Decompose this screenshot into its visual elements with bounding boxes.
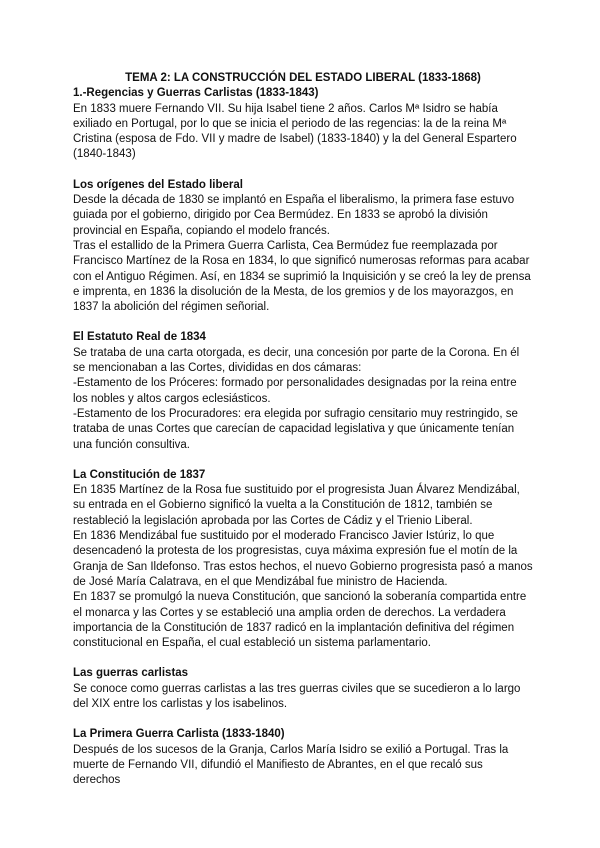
- section-origenes: [73, 178, 533, 316]
- paragraph: Después de los sucesos de la Granja, Carlos María Isidro se exilió a Portugal. Tras la muerte de Fernando VII, difundió el Manifiesto de Abrantes, en el que recaló sus derechos: [73, 743, 509, 787]
- document-title: TEMA 2: LA CONSTRUCCIÓN DEL ESTADO LIBERAL (1833-1868): [125, 72, 481, 84]
- section-heading: 1.-Regencias y Guerras Carlistas (1833-1843): [73, 87, 319, 100]
- section-guerras: [73, 666, 533, 712]
- paragraph: Se conoce como guerras carlistas a las tres guerras civiles que se sucedieron a lo largo del XIX entre los carlistas y los isabelinos.: [73, 682, 521, 710]
- section-regencias: [73, 86, 533, 162]
- section-heading: La Primera Guerra Carlista (1833-1840): [73, 728, 285, 741]
- paragraph: -Estamento de los Procuradores: era elegida por sufragio censitario muy restringido, se trataba de unas Cortes que carecían de capacidad legislativa y que únicamente tenían una función consultiva.: [73, 407, 518, 451]
- section-heading: El Estatuto Real de 1834: [73, 331, 206, 344]
- section-heading: Las guerras carlistas: [73, 667, 189, 680]
- section-heading: Los orígenes del Estado liberal: [73, 178, 243, 191]
- section-heading: La Constitución de 1837: [73, 468, 206, 481]
- document-body: [73, 71, 533, 788]
- section-constitucion: [73, 468, 533, 652]
- paragraph: En 1833 muere Fernando VII. Su hija Isabel tiene 2 años. Carlos Mª Isidro se había exiliado en Portugal, por lo que se inicia el periodo de las regencias: la de la reina Mª Cristina (esposa de Fdo. VII y madre de Isabel) (1833-1840) y la del General Espartero (1840-1843): [73, 102, 517, 161]
- paragraph: En 1836 Mendizábal fue sustituido por el moderado Francisco Javier Istúriz, lo que desencadenó la protesta de los progresistas, cuya máxima expresión fue el motín de la Granja de San Ildefonso. Tras estos hechos, el nuevo Gobierno progresista pasó a manos de José María Calatrava, en el que Mendizábal fue ministro de Hacienda.: [73, 530, 533, 588]
- paragraph: Tras el estallido de la Primera Guerra Carlista, Cea Bermúdez fue reemplazada por Francisco Martínez de la Rosa en 1834, lo que significó numerosas reformas para acabar con el Antiguo Régimen. Así, en 1834 se suprimió la Inquisición y se creó la ley de prensa e imprenta, en 1836 la disolución de la Mesta, de los gremios y de los mayorazgos, en 1837 la abolición del régimen señorial.: [73, 239, 531, 314]
- section-primera-guerra: [73, 727, 533, 788]
- paragraph: En 1835 Martínez de la Rosa fue sustituido por el progresista Juan Álvarez Mendizábal, su entrada en el Gobierno significó la vuelta a la Constitución de 1812, también se restableció la legislación aprobada por las Cortes de Cádiz y el Trienio Liberal.: [73, 484, 520, 527]
- paragraph: Desde la década de 1830 se implantó en España el liberalismo, la primera fase estuvo guiada por el gobierno, dirigido por Cea Bermúdez. En 1833 se aprobó la división provincial en España, copiando el modelo francés.: [73, 194, 515, 237]
- paragraph: -Estamento de los Próceres: formado por personalidades designadas por la reina entre los nobles y altos cargos eclesiásticos.: [73, 377, 517, 405]
- paragraph: En 1837 se promulgó la nueva Constitución, que sancionó la soberanía compartida entre el monarca y las Cortes y se estableció una amplia orden de derechos. La verdadera importancia de la Constitución de 1837 radicó en la implantación definitiva del régimen constitucional en España, el cual estableció un sistema parlamentario.: [73, 591, 527, 650]
- section-estatuto: [73, 330, 533, 452]
- paragraph: Se trataba de una carta otorgada, es decir, una concesión por parte de la Corona. En él se mencionaban a las Cortes, divididas en dos cámaras:: [73, 346, 520, 375]
